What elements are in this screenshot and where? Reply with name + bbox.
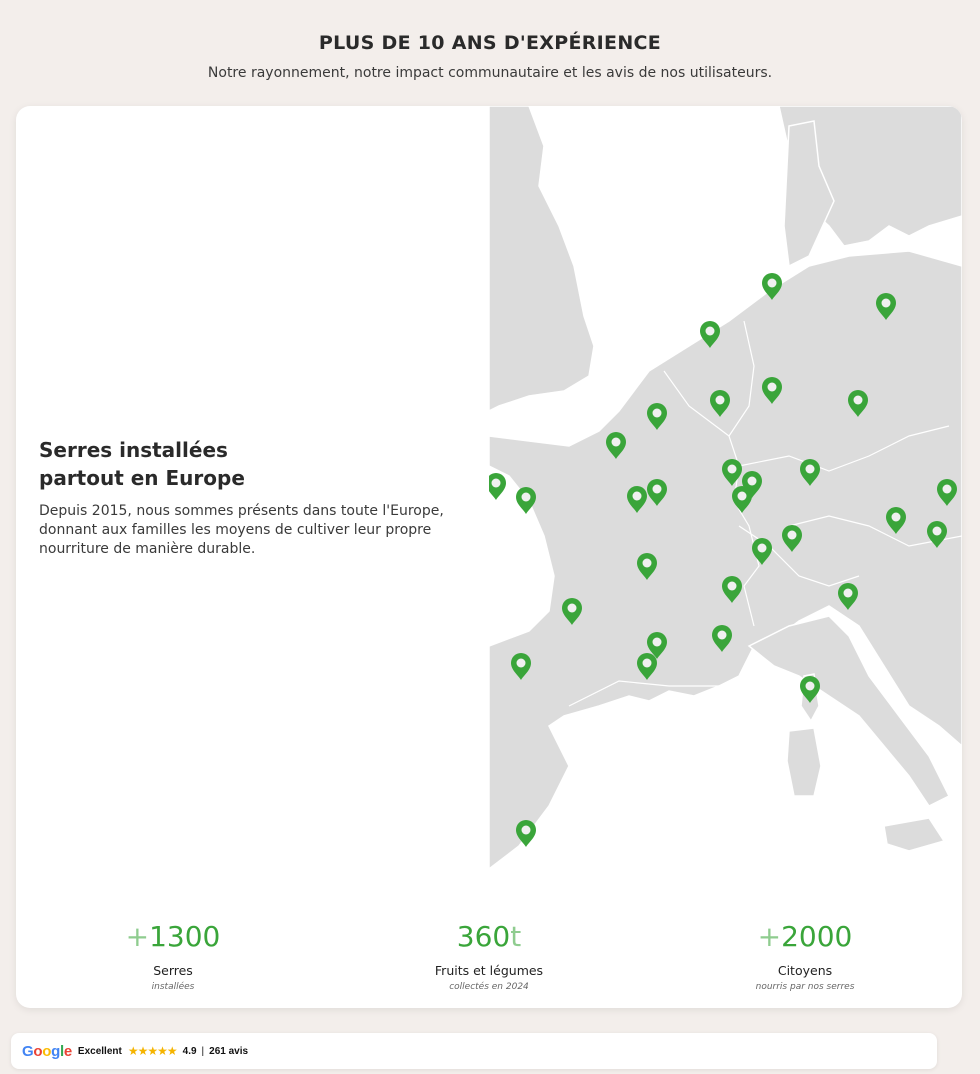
info-description: Depuis 2015, nous sommes présents dans toute l'Europe, donnant aux familles les moyens de cultiver leur propre nourriture de manière durable. [39, 503, 444, 557]
review-separator: | [201, 1045, 205, 1057]
stat-produce-value: 360t [456, 920, 522, 953]
stat-greenhouses-value: +1300 [125, 920, 221, 953]
stat-produce-sub: collectés en 2024 [449, 982, 529, 992]
stat-citizens [680, 919, 930, 992]
stat-produce-label: Fruits et légumes [434, 963, 544, 978]
land-shapes [489, 106, 962, 869]
info-title-line1: Serres installées [39, 438, 228, 462]
review-label: Excellent [77, 1045, 122, 1057]
experience-card [16, 106, 962, 1008]
europe-map-svg [489, 106, 962, 869]
section-title: PLUS DE 10 ANS D'EXPÉRIENCE [318, 32, 662, 54]
stat-citizens-sub: nourris par nos serres [755, 982, 855, 992]
stat-citizens-value: +2000 [757, 920, 853, 953]
stat-citizens-label: Citoyens [777, 963, 833, 978]
star-rating-icon: ★★★★★ [127, 1044, 177, 1058]
info-block [39, 436, 449, 559]
info-title [39, 436, 449, 492]
stats-row [16, 919, 962, 999]
stat-greenhouses-sub: installées [151, 982, 195, 992]
review-count: 261 avis [209, 1045, 249, 1057]
stat-greenhouses [48, 919, 298, 992]
section-subtitle: Notre rayonnement, notre impact communautaire et les avis de nos utilisateurs. [207, 65, 773, 81]
google-logo: Google [22, 1042, 72, 1060]
stat-produce [364, 919, 614, 992]
map-pin-icon [489, 473, 506, 500]
europe-map [489, 106, 962, 869]
google-review-badge[interactable] [11, 1033, 937, 1069]
stat-greenhouses-label: Serres [153, 963, 193, 978]
review-score: 4.9 [182, 1045, 197, 1057]
info-title-line2: partout en Europe [39, 466, 245, 490]
